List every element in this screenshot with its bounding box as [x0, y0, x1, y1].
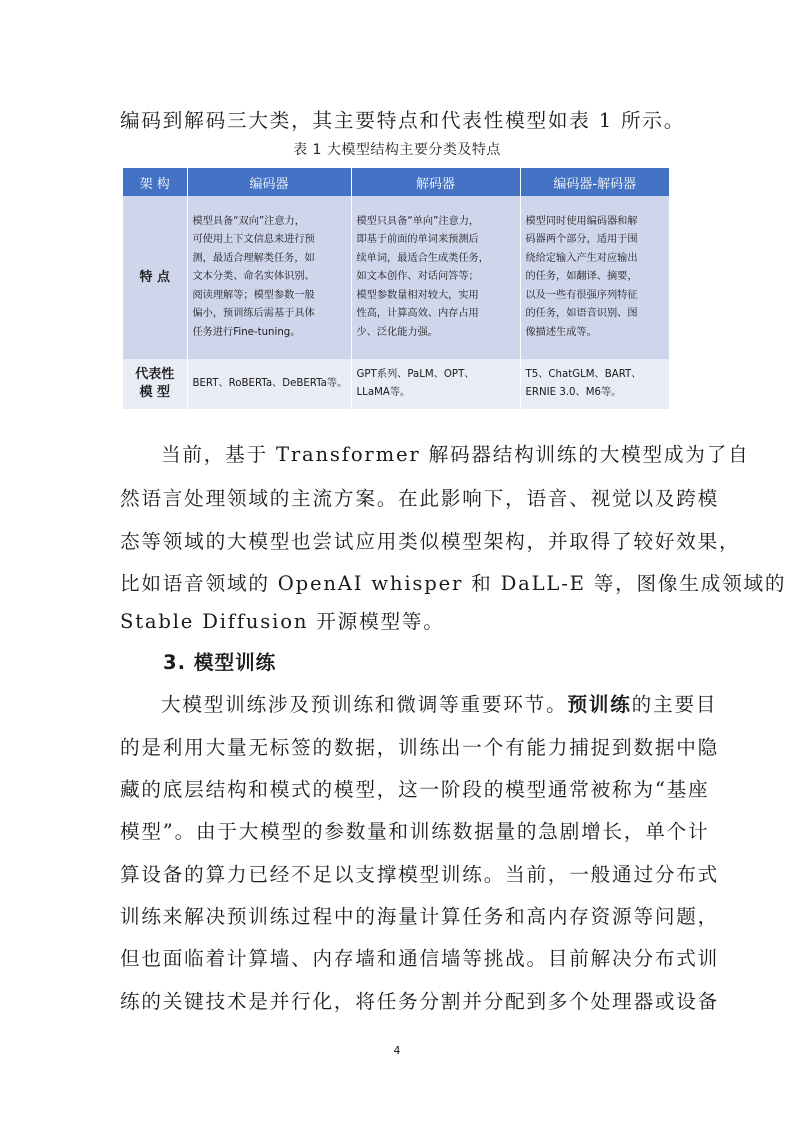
- text-run: 的主要目: [631, 693, 718, 716]
- cell-line: 像描述生成等。: [525, 326, 597, 338]
- table-cell: [187, 196, 351, 359]
- row-header-features: [123, 196, 187, 359]
- cell-line: 阅读理解等；模型参数一般: [192, 289, 315, 301]
- row-header-models: [123, 359, 187, 409]
- body-text-line: 然语言处理领域的主流方案。在此影响下，语音、视觉以及跨模: [120, 487, 720, 510]
- model-architecture-table: [123, 168, 669, 409]
- body-text-line: [161, 688, 717, 717]
- table-header-row: [123, 168, 669, 196]
- cell-line: 少、泛化能力强。: [356, 326, 438, 338]
- bold-term: 预训练: [567, 693, 632, 716]
- cell-line: 可使用上下文信息来进行预: [192, 234, 315, 246]
- body-text-line: 藏的底层结构和模式的模型，这一阶段的模型通常被称为“基座: [120, 778, 710, 801]
- cell-line: 模型参数量相对较大，实用: [356, 289, 479, 301]
- cell-line: 如文本创作、对话问答等；: [356, 271, 479, 283]
- cell-line: 以及一些有很强序列特征: [525, 289, 638, 301]
- body-text-line: Stable Diffusion 开源模型等。: [120, 610, 445, 633]
- cell-line: LLaMA等。: [356, 387, 411, 398]
- cell-line: 模型同时使用编码器和解: [525, 215, 638, 227]
- body-text-line: 模型”。由于大模型的参数量和训练数据量的急剧增长，单个计: [120, 820, 710, 843]
- cell-line: GPT系列、PaLM、OPT、: [356, 368, 475, 380]
- body-text-line: 当前，基于 Transformer 解码器结构训练的大模型成为了自: [161, 443, 750, 466]
- cell-line: 模型只具备“单向”注意力，: [356, 215, 480, 227]
- row-header-text: 模 型: [139, 385, 171, 400]
- table-cell: [520, 196, 669, 359]
- cell-line: 性高，计算高效、内存占用: [356, 308, 479, 320]
- body-text-line: 训练来解决预训练过程中的海量计算任务和高内存资源等问题，: [120, 905, 720, 928]
- row-header-text: 代表性: [135, 367, 175, 382]
- body-text-line: 但也面临着计算墙、内存墙和通信墙等挑战。目前解决分布式训: [120, 947, 720, 970]
- cell-line: 码器两个部分，适用于围: [525, 234, 638, 246]
- table-header-cell: 解码器: [351, 168, 520, 196]
- table-header-cell: 编码器: [187, 168, 351, 196]
- cell-line: 续单词，最适合生成类任务，: [356, 252, 489, 264]
- cell-line: 模型具备“双向”注意力，: [192, 215, 305, 227]
- cell-line: ERNIE 3.0、M6等。: [525, 387, 622, 398]
- table-header-cell: 编码器-解码器: [520, 168, 669, 196]
- table-header-cell: 架 构: [123, 168, 187, 196]
- section-heading: 3. 模型训练: [163, 651, 277, 674]
- table-cell: [351, 196, 520, 359]
- body-text-line: 练的关键技术是并行化，将任务分割并分配到多个处理器或设备: [120, 990, 720, 1013]
- cell-line: BERT、RoBERTa、DeBERTa等。: [192, 377, 348, 389]
- body-text-line: 比如语音领域的 OpenAI whisper 和 DaLL-E 等，图像生成领域的: [120, 572, 787, 595]
- table-cell: [351, 359, 520, 409]
- body-text-line: 编码到解码三大类，其主要特点和代表性模型如表 1 所示。: [120, 109, 686, 132]
- cell-line: T5、ChatGLM、BART、: [525, 368, 642, 380]
- cell-line: 的任务，如翻译、摘要，: [525, 271, 638, 283]
- table-cell: [520, 359, 669, 409]
- page-number: 4: [393, 1044, 401, 1057]
- table-row: [123, 196, 669, 359]
- body-text-line: 的是利用大量无标签的数据，训练出一个有能力捕捉到数据中隐: [120, 736, 720, 759]
- body-text-line: 态等领域的大模型也尝试应用类似模型架构，并取得了较好效果，: [120, 530, 741, 553]
- cell-line: 即基于前面的单词来预测后: [356, 234, 479, 246]
- cell-line: 绕给定输入产生对应输出: [525, 252, 638, 264]
- cell-line: 的任务，如语音识别、图: [525, 308, 638, 320]
- row-header-text: 特 点: [139, 269, 171, 285]
- table-caption: 表 1 大模型结构主要分类及特点: [293, 142, 501, 158]
- cell-line: 测，最适合理解类任务，如: [192, 252, 315, 264]
- table-row: [123, 359, 669, 409]
- cell-line: 偏小，预训练后需基于具体: [192, 308, 315, 320]
- cell-line: 任务进行Fine-tuning。: [192, 326, 301, 338]
- table-cell: [187, 359, 351, 409]
- body-text-line: 算设备的算力已经不足以支撑模型训练。当前，一般通过分布式: [120, 863, 720, 886]
- cell-line: 文本分类、命名实体识别、: [192, 271, 315, 283]
- text-run: 大模型训练涉及预训练和微调等重要环节。: [161, 693, 568, 716]
